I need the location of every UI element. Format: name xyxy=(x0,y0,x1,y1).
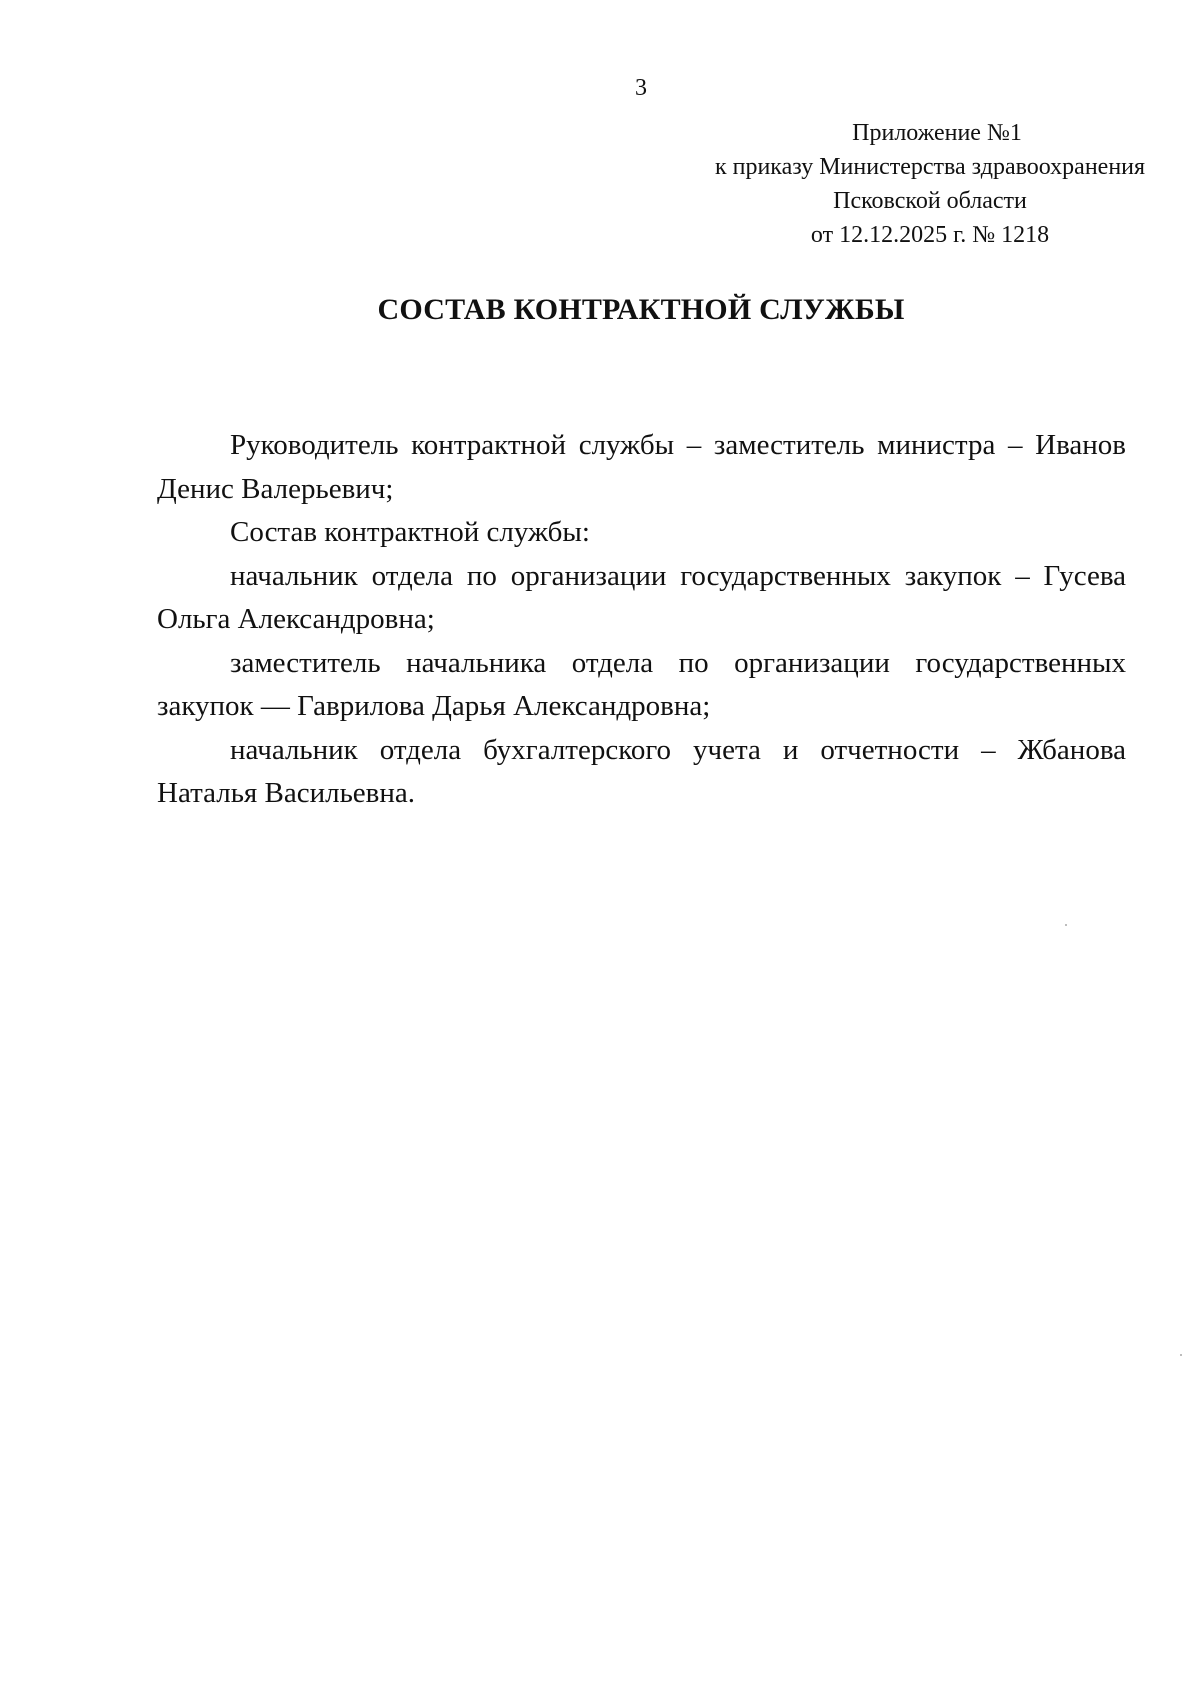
document-body xyxy=(157,424,1126,816)
appendix-date-number: от 12.12.2025 г. № 1218 xyxy=(810,222,1050,248)
paragraph-composition-heading: Состав контрактной службы: xyxy=(230,516,590,548)
scan-speck xyxy=(1180,1354,1182,1356)
appendix-number: Приложение №1 xyxy=(852,120,1022,146)
scan-speck xyxy=(1065,924,1067,926)
appendix-region: Псковской области xyxy=(833,188,1027,214)
paragraph-head-of-service: Руководитель контрактной службы – заместитель министра – Иванов Денис Валерьевич; xyxy=(157,429,1126,505)
paragraph-member-guseva: начальник отдела по организации государственных закупок – Гусева Ольга Александровна; xyxy=(157,559,1126,635)
document-title: СОСТАВ КОНТРАКТНОЙ СЛУЖБЫ xyxy=(377,293,905,326)
paragraph-member-zhbanova: начальник отдела бухгалтерского учета и отчетности – Жбанова Наталья Васильевна. xyxy=(157,733,1126,809)
appendix-order-ref: к приказу Министерства здравоохранения xyxy=(714,154,1146,180)
paragraph-member-gavrilova: заместитель начальника отдела по организации государственных закупок — Гаврилова Дарья Александровна; xyxy=(157,646,1126,722)
appendix-header xyxy=(600,116,1200,252)
page-number: 3 xyxy=(635,75,647,101)
